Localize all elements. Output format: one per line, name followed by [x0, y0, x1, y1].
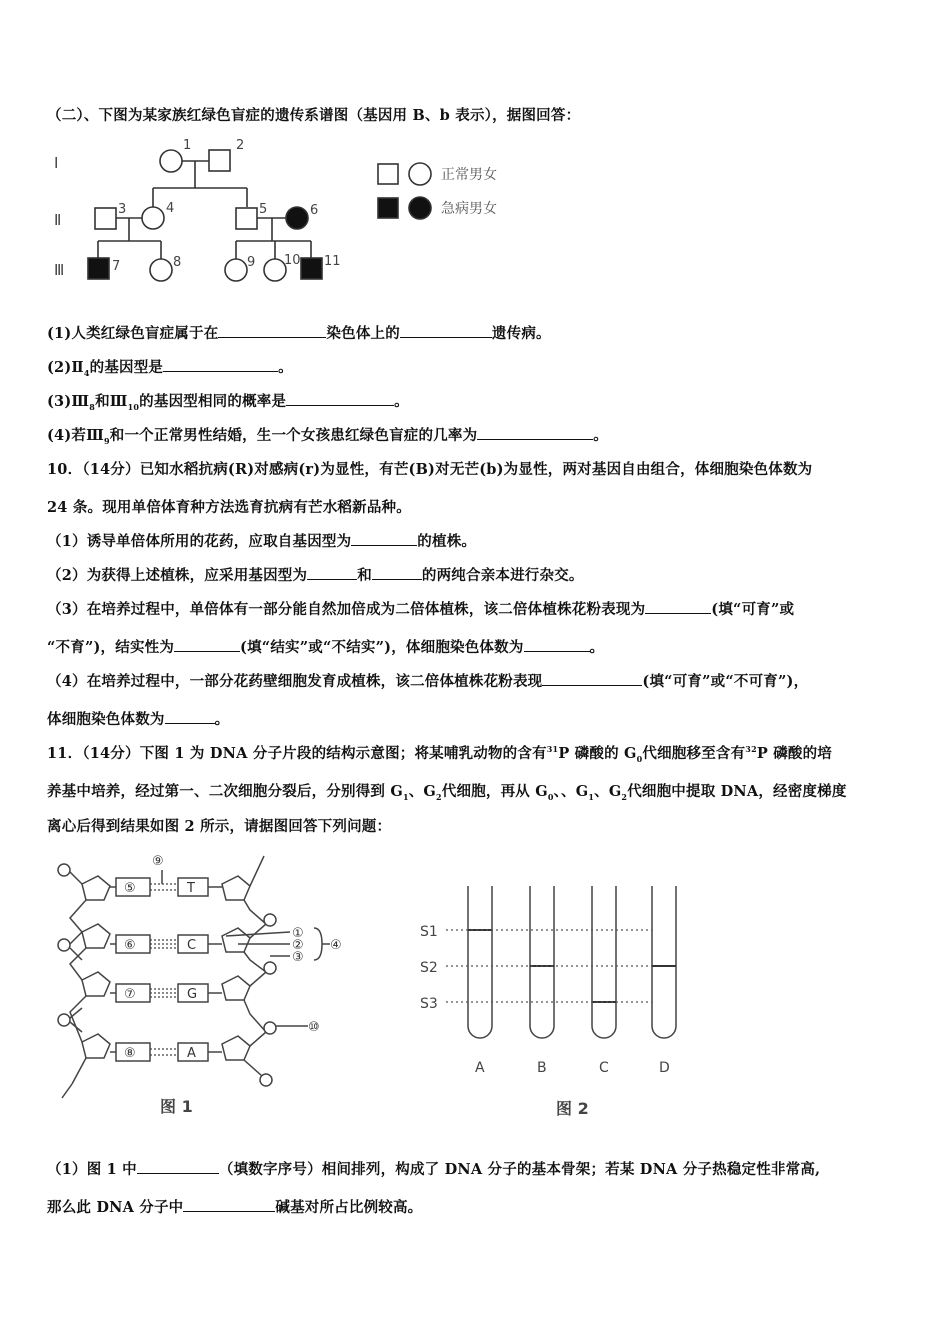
legend-male-affected [378, 198, 398, 218]
answer-blank[interactable] [477, 425, 593, 440]
tube-label-D: D [659, 1060, 670, 1076]
person-11 [301, 258, 322, 279]
sugar-pentagon [82, 924, 110, 948]
tube-A [468, 886, 492, 1038]
svg-text:T: T [187, 881, 195, 896]
tube-label-C: C [599, 1060, 609, 1076]
figure-1-caption: 图 1 [160, 1097, 193, 1116]
answer-blank[interactable] [286, 391, 394, 406]
answer-blank[interactable] [351, 531, 417, 546]
svg-text:10: 10 [284, 253, 301, 268]
level-label-s3: S3 [420, 996, 438, 1012]
person-3 [95, 208, 116, 229]
answer-blank[interactable] [524, 637, 590, 652]
svg-text:11: 11 [324, 254, 341, 269]
phosphate-circle [58, 864, 70, 876]
answer-blank[interactable] [307, 565, 357, 580]
level-label-s2: S2 [420, 960, 438, 976]
answer-blank[interactable] [165, 709, 215, 724]
s2-question-4: (4)若$Ⅲ_9$和一个正常男性结婚，生一个女孩患红绿色盲症的几率为 。 [47, 427, 608, 446]
tube-B [530, 886, 554, 1038]
answer-blank[interactable] [645, 599, 711, 614]
person-9 [225, 259, 247, 281]
phosphate-circle [260, 1074, 272, 1086]
legend-female-affected [409, 197, 431, 219]
svg-text:3: 3 [118, 202, 127, 217]
svg-text:⑦: ⑦ [124, 987, 136, 1002]
svg-text:C: C [187, 938, 197, 953]
legend-female-normal [409, 163, 431, 185]
legend-normal-label: 正常男女 [441, 167, 497, 183]
legend-male-normal [378, 164, 398, 184]
svg-text:4: 4 [166, 201, 175, 216]
svg-text:8: 8 [173, 255, 182, 270]
s2-question-3: $(3)Ⅲ_8$和$Ⅲ_{10}$的基因型相同的概率是 。 [47, 393, 409, 412]
q10-stem-line2: 24 条。现用单倍体育种方法选育抗病有芒水稻新品种。 [47, 499, 411, 516]
svg-text:A: A [187, 1046, 196, 1061]
sugar-pentagon [82, 876, 110, 900]
tube-C [592, 886, 616, 1038]
person-5 [236, 208, 257, 229]
svg-text:⑩: ⑩ [308, 1020, 320, 1035]
q10-part-2: （2）为获得上述植株，应采用基因型为 和 的两纯合亲本进行杂交。 [47, 567, 584, 584]
svg-text:6: 6 [310, 203, 319, 218]
q10-stem-line1: 10．（14分）已知水稻抗病(R)对感病(r)为显性，有芒(B)对无芒(b)为显性，两对基因自由组合，体细胞染色体数为 [47, 461, 813, 478]
svg-text:2: 2 [236, 138, 245, 153]
answer-blank[interactable] [542, 671, 642, 686]
svg-text:③: ③ [292, 950, 304, 965]
phosphate-circle [58, 1014, 70, 1026]
q10-part-3-cont: “不育”)，结实性为 (填“结实”或“不结实”)，体细胞染色体数为 。 [47, 639, 605, 656]
person-4 [142, 207, 164, 229]
svg-text:①: ① [292, 926, 304, 941]
sugar-pentagon [82, 972, 110, 996]
gen-label-1: Ⅰ [54, 154, 59, 172]
phosphate-circle [264, 914, 276, 926]
svg-text:④: ④ [330, 938, 342, 953]
tube-D [652, 886, 676, 1038]
legend-affected-label: 急病男女 [441, 201, 497, 217]
q10-part-4: （4）在培养过程中，一部分花药壁细胞发育成植株，该二倍体植株花粉表现 (填“可育”或“不可育”)， [47, 673, 809, 690]
answer-blank[interactable] [372, 565, 422, 580]
svg-text:G: G [187, 987, 198, 1002]
s2-question-2: $(2)Ⅱ_4$的基因型是 。 [47, 359, 293, 378]
section2-heading: （二）、下图为某家族红绿色盲症的遗传系谱图（基因用 B、b 表示），据图回答： [47, 107, 581, 124]
person-6 [286, 207, 308, 229]
svg-text:⑨: ⑨ [152, 854, 164, 869]
person-8 [150, 259, 172, 281]
answer-blank[interactable] [174, 637, 240, 652]
pedigree-chart [50, 132, 590, 292]
svg-text:⑤: ⑤ [124, 881, 136, 896]
sugar-pentagon [82, 1034, 110, 1058]
sugar-pentagon [222, 928, 250, 952]
answer-blank[interactable] [137, 1159, 219, 1174]
answer-blank[interactable] [163, 357, 278, 372]
person-2 [209, 150, 230, 171]
dna-structure-figure [52, 848, 352, 1126]
q11-part-1-cont: 那么此 DNA 分子中 碱基对所占比例较高。 [47, 1199, 423, 1216]
q11-stem-line3: 离心后得到结果如图 2 所示，请据图回答下列问题： [47, 818, 392, 835]
answer-blank[interactable] [218, 323, 326, 338]
q11-stem-line1: 11．（14分）下图 1 为 DNA 分子片段的结构示意图；将某哺乳动物的含有$^{31}$P 磷酸的 $G_0$代细胞移至含有$^{32}$P 磷酸的培 [47, 744, 832, 764]
person-7 [88, 258, 109, 279]
gen-label-2: Ⅱ [54, 211, 62, 229]
q10-part-1: （1）诱导单倍体所用的花药，应取自基因型为 的植株。 [47, 533, 477, 550]
svg-text:⑧: ⑧ [124, 1046, 136, 1061]
answer-blank[interactable] [400, 323, 492, 338]
svg-text:②: ② [292, 938, 304, 953]
tube-label-B: B [537, 1060, 547, 1076]
level-label-s1: S1 [420, 924, 438, 940]
svg-text:7: 7 [112, 259, 121, 274]
s2-question-1: (1)人类红绿色盲症属于在 染色体上的 遗传病。 [47, 325, 551, 342]
phosphate-circle [264, 962, 276, 974]
q11-stem-line2: 养基中培养，经过第一、二次细胞分裂后，分别得到 $G_1$、$G_2$代细胞，再从 $G_0$、、$G_1$、$G_2$代细胞中提取 DNA，经密度梯度 [47, 783, 847, 802]
answer-blank[interactable] [183, 1197, 275, 1212]
svg-text:9: 9 [247, 255, 256, 270]
phosphate-circle [58, 939, 70, 951]
svg-text:1: 1 [183, 138, 192, 153]
q10-part-3: （3）在培养过程中，单倍体有一部分能自然加倍成为二倍体植株，该二倍体植株花粉表现为 (填“可育”或 [47, 601, 795, 618]
svg-text:5: 5 [259, 202, 268, 217]
svg-text:⑥: ⑥ [124, 938, 136, 953]
person-1 [160, 150, 182, 172]
sugar-pentagon [222, 976, 250, 1000]
sugar-pentagon [222, 1036, 250, 1060]
figure-2-caption: 图 2 [556, 1099, 589, 1118]
q10-part-4-cont: 体细胞染色体数为 。 [47, 711, 230, 728]
centrifuge-tubes-figure [416, 880, 696, 1120]
person-10 [264, 259, 286, 281]
q11-part-1: （1）图 1 中 （填数字序号）相间排列，构成了 DNA 分子的基本骨架；若某 DNA 分子热稳定性非常高, [47, 1161, 821, 1178]
tube-label-A: A [475, 1060, 485, 1076]
gen-label-3: Ⅲ [54, 261, 65, 279]
phosphate-circle [264, 1022, 276, 1034]
sugar-pentagon [222, 876, 250, 900]
